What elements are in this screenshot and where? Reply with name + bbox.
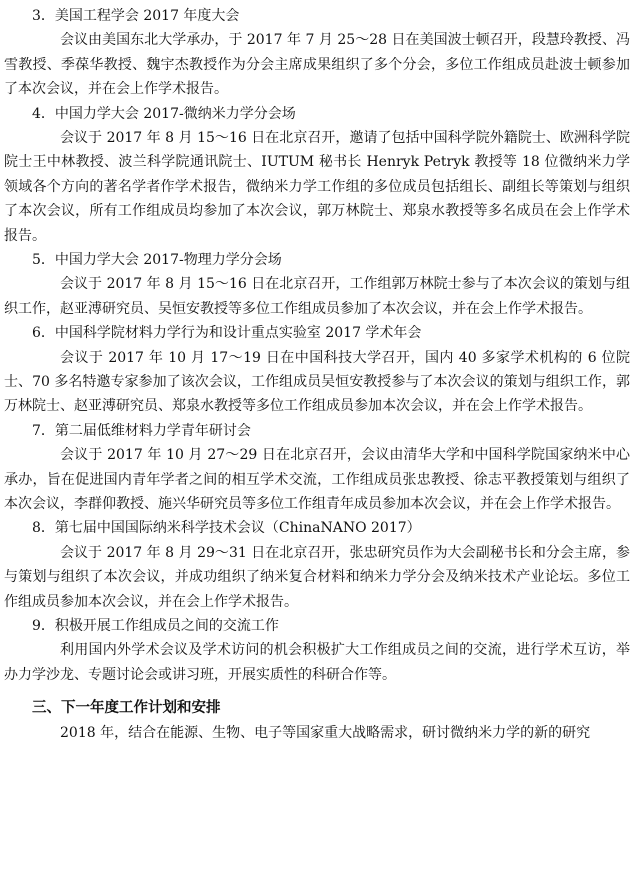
item-heading: 8．第七届中国国际纳米科学技术会议（ChinaNANO 2017） xyxy=(32,520,421,537)
section-body: 2018 年，结合在能源、生物、电子等国家重大战略需求，研讨微纳米力学的新的研究 xyxy=(60,725,591,742)
item-7 xyxy=(4,419,630,517)
item-body: 会议于 2017 年 8 月 15～16 日在北京召开，工作组郭万林院士参与了本次会议的策划与组织工作，赵亚溥研究员、吴恒安教授等多位工作组成员参加了本次会议，并在会上作学术报告。 xyxy=(4,276,630,317)
item-heading: 6．中国科学院材料力学行为和设计重点实验室 2017 学术年会 xyxy=(32,325,422,342)
section-heading: 三、下一年度工作计划和安排 xyxy=(32,700,221,717)
item-9 xyxy=(4,614,630,687)
item-body: 会议由美国东北大学承办，于 2017 年 7 月 25～28 日在美国波士顿召开，段慧玲教授、冯雪教授、季葆华教授、魏宇杰教授作为分会主席成果组织了多个分会，多位工作组成员赴波士顿参加了本次会议，并在会上作学术报告。 xyxy=(4,32,630,98)
item-heading: 3．美国工程学会 2017 年度大会 xyxy=(32,8,240,24)
item-3 xyxy=(4,4,630,102)
item-body: 会议于 2017 年 10 月 27～29 日在北京召开，会议由清华大学和中国科学院国家纳米中心承办，旨在促进国内青年学者之间的相互学术交流，工作组成员张忠教授、徐志平教授策划与组织了本次会议，李群仰教授、施兴华研究员等多位工作组青年成员参加本次会议，并在会上作学术报告。 xyxy=(4,447,630,513)
item-heading: 5．中国力学大会 2017-物理力学分会场 xyxy=(32,252,282,269)
item-5 xyxy=(4,248,630,321)
item-body: 会议于 2017 年 10 月 17～19 日在中国科技大学召开，国内 40 多家学术机构的 6 位院士、70 多名特邀专家参加了该次会议，工作组成员吴恒安教授参与了本次会议的策划与组织工作，郭万林院士、赵亚溥研究员、郑泉水教授等多位工作组成员参加本次会议，并在会上作学术报告。 xyxy=(4,349,630,415)
section-three xyxy=(32,695,630,745)
item-heading: 4．中国力学大会 2017-微纳米力学分会场 xyxy=(32,105,296,122)
item-body: 会议于 2017 年 8 月 29～31 日在北京召开，张忠研究员作为大会副秘书长和分会主席，参与策划与组织了本次会议，并成功组织了纳米复合材料和纳米力学分会及纳米技术产业论坛。多位工作组成员参加本次会议，并在会上作学术报告。 xyxy=(4,544,630,610)
item-heading: 7．第二届低维材料力学青年研讨会 xyxy=(32,422,251,439)
item-body: 会议于 2017 年 8 月 15～16 日在北京召开，邀请了包括中国科学院外籍院士、欧洲科学院院士王中林教授、波兰科学院通讯院士、IUTUM 秘书长 Henryk Petryk 教授等 18 位微纳米力学领域各个方向的著名学者作学术报告，微纳米力学工作组的多位成员包括组长、副组长等策划与组织了本次会议，所有工作组成员均参加了本次会议，郭万林院士、郑泉水教授等多名成员在会上作学术报告。 xyxy=(4,130,630,244)
item-8 xyxy=(4,516,630,614)
item-body: 利用国内外学术会议及学术访问的机会积极扩大工作组成员之间的交流，进行学术互访，举办力学沙龙、专题讨论会或讲习班，开展实质性的科研合作等。 xyxy=(4,642,630,683)
item-heading: 9．积极开展工作组成员之间的交流工作 xyxy=(32,618,279,635)
item-6 xyxy=(4,321,630,419)
item-4 xyxy=(4,102,630,248)
